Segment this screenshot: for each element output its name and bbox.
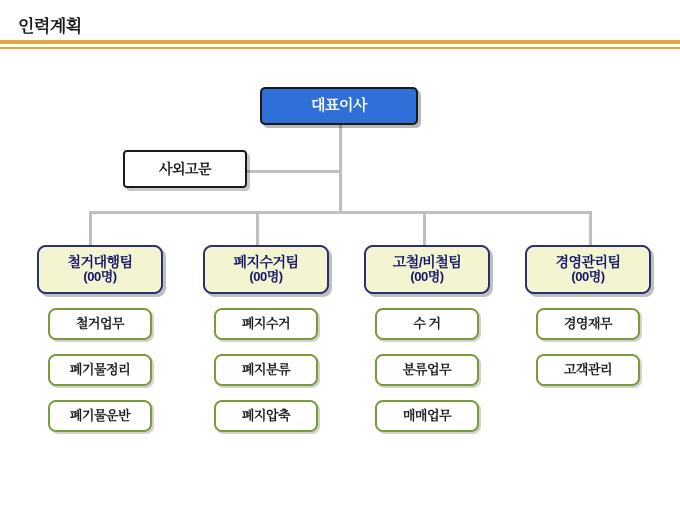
node-task-3-3[interactable] [375, 400, 479, 432]
header-rule-thick [0, 40, 680, 44]
node-team-4-count: (00명) [571, 269, 605, 285]
org-chart [0, 58, 680, 510]
node-task-1-1-label: 철거업무 [75, 315, 125, 331]
node-advisor[interactable] [123, 150, 247, 188]
node-task-1-2-label: 폐기물정리 [69, 361, 131, 377]
node-task-3-2[interactable] [375, 354, 479, 386]
node-task-2-1[interactable] [214, 308, 318, 340]
page-title: 인력계획 [18, 17, 82, 36]
node-team-4[interactable] [525, 245, 651, 294]
connector-main-bus [89, 211, 592, 214]
node-team-4-name: 경영관리팀 [555, 253, 621, 270]
page-header [0, 0, 680, 58]
node-task-4-1[interactable] [536, 308, 640, 340]
node-task-2-3[interactable] [214, 400, 318, 432]
node-task-2-2[interactable] [214, 354, 318, 386]
node-task-1-3[interactable] [48, 400, 152, 432]
connector-ceo-vertical [339, 125, 342, 213]
node-task-3-1[interactable] [375, 308, 479, 340]
node-team-1-count: (00명) [83, 269, 117, 285]
node-team-2[interactable] [203, 245, 329, 294]
node-ceo[interactable] [260, 87, 418, 125]
node-task-4-2-label: 고객관리 [563, 361, 613, 377]
node-team-1[interactable] [37, 245, 163, 294]
node-task-3-1-label: 수 거 [413, 315, 441, 331]
node-task-1-3-label: 폐기물운반 [69, 407, 131, 423]
node-task-3-3-label: 매매업무 [402, 407, 452, 423]
node-team-3-count: (00명) [410, 269, 444, 285]
node-team-1-name: 철거대행팀 [67, 253, 133, 270]
node-task-2-2-label: 폐지분류 [241, 361, 291, 377]
node-task-4-1-label: 경영재무 [563, 315, 613, 331]
node-advisor-label: 사외고문 [158, 160, 212, 177]
connector-advisor-horizontal [247, 170, 340, 173]
node-ceo-label: 대표이사 [311, 97, 367, 115]
connector-team-drop-2 [256, 211, 259, 246]
node-task-1-1[interactable] [48, 308, 152, 340]
node-team-2-count: (00명) [249, 269, 283, 285]
node-team-3-name: 고철/비철팀 [392, 253, 462, 270]
connector-team-drop-4 [589, 211, 592, 246]
node-task-2-1-label: 폐지수거 [241, 315, 291, 331]
node-task-1-2[interactable] [48, 354, 152, 386]
header-rule-thin [0, 47, 680, 49]
node-team-2-name: 폐지수거팀 [233, 253, 299, 270]
node-task-4-2[interactable] [536, 354, 640, 386]
node-task-3-2-label: 분류업무 [402, 361, 452, 377]
connector-team-drop-3 [423, 211, 426, 246]
node-team-3[interactable] [364, 245, 490, 294]
connector-team-drop-1 [89, 211, 92, 246]
node-task-2-3-label: 폐지압축 [241, 407, 291, 423]
